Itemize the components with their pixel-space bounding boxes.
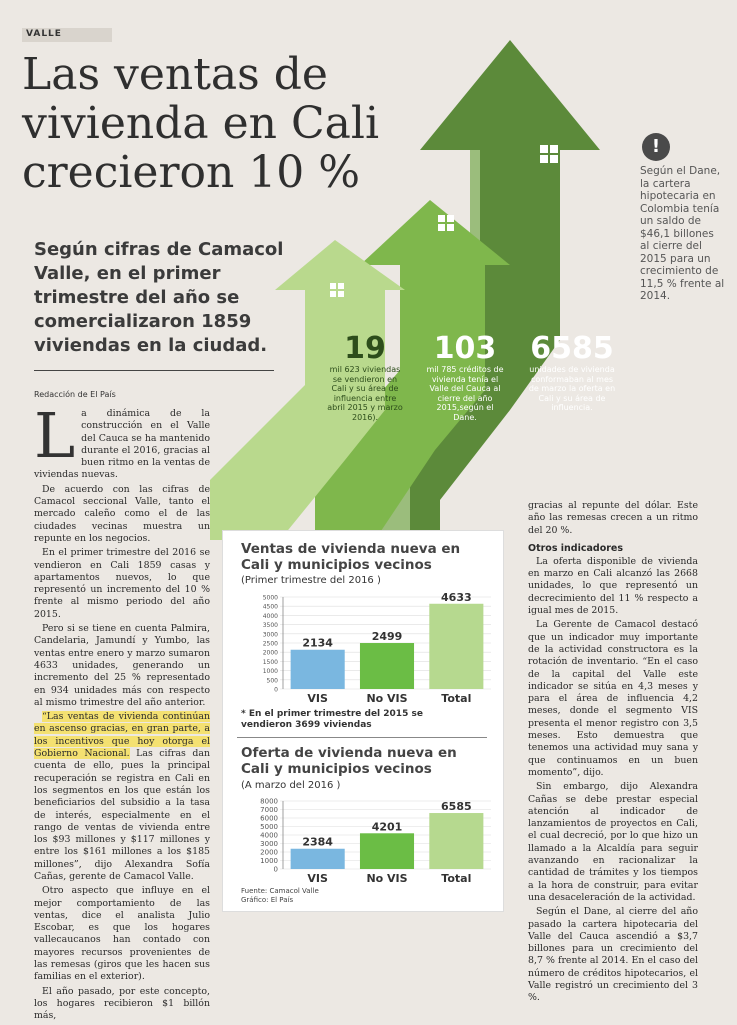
byline: Redacción de El País: [34, 390, 116, 399]
paragraph: El año pasado, por este concepto, los hogares recibieron $1 billón más,: [34, 985, 210, 1022]
bar-value-label: 2384: [302, 835, 333, 849]
paragraph: Sin embargo, dijo Alexandra Cañas se debe prestar especial atención al indicador de lanzamientos de proyectos en Cali, el cual decreció, por lo que hizo un llamado a la Alcaldía para seguir avanzando en racionalizar la cantidad de trámites y los tiempos a la hora de construir, para evitar una desaceleración de la actividad.: [528, 781, 698, 903]
headline-line-1: Las ventas de: [22, 49, 328, 100]
charts-box: [222, 530, 504, 912]
y-tick-label: 5000: [260, 823, 278, 831]
bar-value-label: 6585: [441, 800, 472, 814]
stat-description: mil 785 créditos de vivienda tenía el Valle del Cauca al cierre del año 2015,según el Dane.: [426, 365, 504, 422]
paragraph: Otro aspecto que influye en el mejor comportamiento de las ventas, dice el analista Julio Escobar, es que los hogares vallecaucanos han contado con mayores recursos provenientes de las remesas (giros que les hacen sus familias en el exterior).: [34, 885, 210, 983]
chart-1-bars: [223, 589, 503, 709]
headline: [22, 50, 422, 197]
stat-description: unidades de vivienda conformaban al mes de marzo la oferta en Cali y su área de influencia.: [528, 365, 616, 412]
category-label: No VIS: [366, 692, 408, 705]
chart-2-subtitle: (A marzo del 2016 ): [241, 780, 341, 791]
y-tick-label: 8000: [260, 797, 278, 806]
sidenote: Según el Dane, la cartera hipotecaria en Colombia tenía un saldo de $46,1 billones al cierre del 2015 para un crecimiento de 11,5 % frente al 2014.: [640, 165, 725, 302]
paragraph: De acuerdo con las cifras de Camacol seccional Valle, tanto el mercado caleño como el de las ciudades vecinas muestra un repunte en los negocios.: [34, 483, 210, 544]
bar-value-label: 2499: [371, 630, 403, 644]
chart-1-footnote: * En el primer trimestre del 2015 se vendieron 3699 viviendas: [241, 709, 423, 730]
article-column-1: [34, 399, 210, 1025]
paragraph: gracias al repunte del dólar. Este año las remesas crecen a un ritmo del 20 %.: [528, 500, 698, 536]
stat-viviendas-vendidas: [325, 333, 405, 422]
y-tick-label: 2000: [262, 649, 278, 657]
y-tick-label: 0: [273, 865, 278, 874]
bar-value-label: 4633: [441, 590, 472, 604]
y-tick-label: 3000: [260, 840, 278, 848]
quote-paragraph: [34, 711, 210, 883]
y-tick-label: 1000: [262, 668, 278, 676]
y-tick-label: 5000: [262, 594, 278, 602]
source-line: Fuente: Camacol Valle: [241, 887, 319, 895]
chart-1-subtitle: (Primer trimestre del 2016 ): [241, 575, 381, 586]
y-tick-label: 500: [266, 677, 278, 685]
bar-total: [429, 604, 483, 689]
bar-total: [429, 813, 483, 869]
drop-cap: L: [34, 399, 76, 472]
category-label: No VIS: [366, 872, 408, 885]
article-column-3: [528, 500, 698, 1007]
stat-creditos-vivienda: [425, 333, 505, 422]
info-icon: !: [642, 133, 670, 161]
y-tick-label: 4500: [262, 603, 278, 611]
y-tick-label: 2000: [260, 848, 278, 857]
chart-divider: [237, 737, 487, 738]
bar-value-label: 4201: [371, 820, 403, 834]
headline-line-3: crecieron 10 %: [22, 147, 361, 198]
category-label: VIS: [307, 872, 328, 885]
paragraph-text: Las cifras dan cuenta de ello, pues la principal recuperación se registra en Cali en los segmentos en los que están los beneficiarios del subsidio a la tasa de interés, especialmente en el rango de ventas de vivienda entre los $93 millones y $117 millones y entre los $161 millones a los $185 millones”, dijo Alexandra Sofía Cañas, gerente de Camacol Valle.: [34, 748, 210, 882]
y-tick-label: 1000: [260, 857, 278, 865]
subheadline: Según cifras de Camacol Valle, en el primer trimestre del año se comercializaron 1859 viviendas en la ciudad.: [34, 239, 284, 356]
y-tick-label: 7000: [260, 806, 278, 814]
stat-number: 19: [344, 331, 386, 366]
y-tick-label: 0: [274, 686, 278, 694]
bar-no-vis: [360, 643, 414, 689]
paragraph: Según el Dane, al cierre del año pasado la cartera hipotecaria del Valle del Cauca ascendió a $3,7 billones para un crecimiento del 8,7 % frente al 2014. En el caso del número de créditos hipotecarios, el Valle registró un crecimiento del 3 %.: [528, 906, 698, 1004]
category-label: Total: [441, 872, 472, 885]
chart-2-bars: [223, 793, 503, 888]
bar-vis: [291, 849, 345, 869]
stat-number: 6585: [530, 331, 614, 366]
paragraph: Pero si se tiene en cuenta Palmira, Candelaria, Jamundí y Yumbo, las ventas entre enero y marzo sumaron 4633 unidades, generando un incremento del 25 % representado en 934 unidades más con respecto al mismo trimestre del año anterior.: [34, 623, 210, 708]
chart-source: [241, 887, 319, 905]
y-tick-label: 3000: [262, 631, 278, 639]
graphic-credit: Gráfico: El País: [241, 896, 294, 904]
y-tick-label: 2500: [262, 640, 278, 648]
section-label: VALLE: [26, 29, 62, 39]
headline-line-2: vivienda en Cali: [22, 98, 380, 149]
paragraph: En el primer trimestre del 2016 se vendieron en Cali 1859 casas y apartamentos nuevos, lo que representó un incremento del 10 % frente al mismo periodo del año 2015.: [34, 547, 210, 620]
stat-oferta-unidades: [527, 333, 617, 413]
y-tick-label: 4000: [262, 612, 278, 620]
chart-1-title: Ventas de vivienda nueva en Cali y municipios vecinos: [241, 541, 461, 573]
divider: [34, 370, 274, 371]
y-tick-label: 1500: [262, 658, 278, 666]
paragraph: La Gerente de Camacol destacó que un indicador muy importante de la actividad constructora es la rotación de inventario. “En el caso de la capital del Valle este indicador se sitúa en 4,3 meses y para el área de influencia 4,2 meses, donde el segmento VIS presenta el menor registro con 3,5 meses. Esto demuestra que tenemos una actividad muy sana y que continuamos en un buen momento”, dijo.: [528, 619, 698, 778]
highlighted-quote: “Las ventas de vivienda continúan en ascenso gracias, en gran parte, a los incentivos que hoy otorga el Gobierno Nacional.: [34, 711, 210, 760]
chart-2-title: Oferta de vivienda nueva en Cali y municipios vecinos: [241, 745, 457, 777]
paragraph: a dinámica de la construcción en el Valle del Cauca se ha mantenido durante el 2016, gracias al buen ritmo en la ventas de viviendas nuevas.: [34, 408, 210, 481]
section-tag: [22, 28, 112, 42]
paragraph: La oferta disponible de vivienda en marzo en Cali alcanzó las 2668 unidades, lo que representó un decrecimiento del 11 % respecto a igual mes de 2015.: [528, 555, 698, 617]
section-heading: Otros indicadores: [528, 542, 624, 554]
stat-number: 103: [433, 331, 497, 366]
bar-vis: [291, 650, 345, 689]
bar-no-vis: [360, 833, 414, 869]
stat-description: mil 623 viviendas se vendieron en Cali y su área de influencia entre abril 2015 y marzo 2016).: [327, 365, 403, 422]
bar-value-label: 2134: [302, 636, 333, 650]
y-tick-label: 3500: [262, 622, 278, 630]
category-label: VIS: [307, 692, 328, 705]
category-label: Total: [441, 692, 472, 705]
y-tick-label: 6000: [260, 814, 278, 823]
y-tick-label: 4000: [260, 831, 278, 840]
